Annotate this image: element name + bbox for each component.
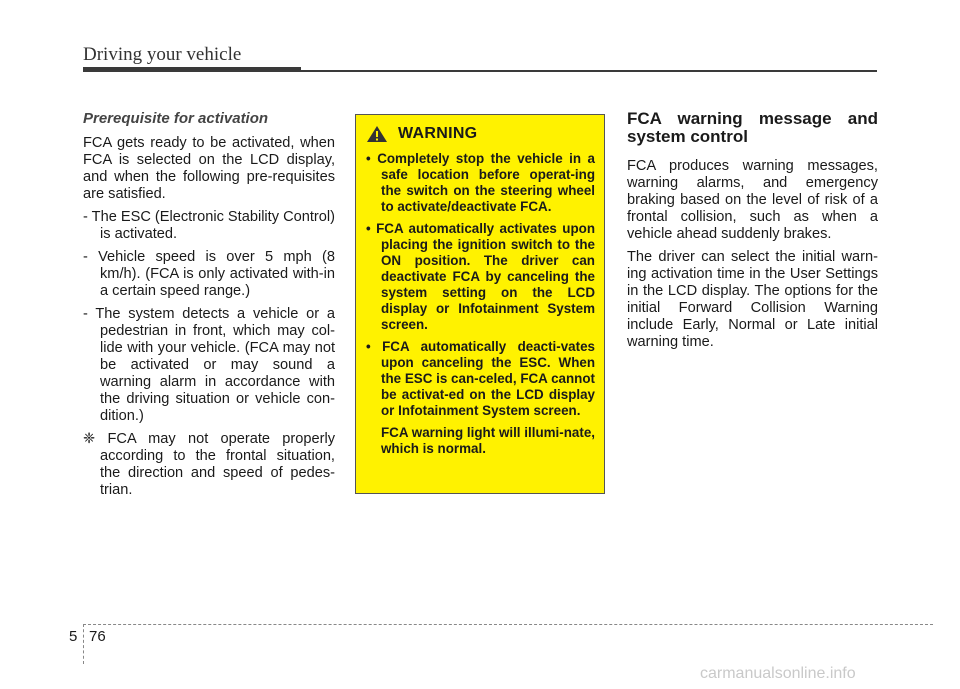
warning-item: • FCA automatically activates upon placing the ignition switch to the ON position. The driver can deactivate FCA by canceling the system setting on the LCD display or Infotainment System screen. [366, 221, 595, 332]
prerequisite-heading: Prerequisite for activation [83, 110, 269, 127]
header-rule-thin [301, 70, 877, 72]
header-rule-thick [83, 67, 301, 72]
right-column [627, 110, 878, 357]
header-title: Driving your vehicle [83, 44, 242, 65]
section-heading: FCA warning message and system control [627, 109, 878, 146]
chapter-number: 5 [69, 628, 78, 645]
warning-header [366, 125, 595, 143]
warning-title: WARNING [398, 125, 478, 142]
prerequisite-item: - The ESC (Electronic Stability Control) is activated. [83, 209, 335, 242]
footer-divider [83, 624, 84, 664]
page-number: 76 [89, 628, 106, 645]
note-paragraph: ❈ FCA may not operate properly according to the frontal situation, the direction and speed of pedes-trian. [83, 431, 335, 498]
left-column [83, 110, 335, 505]
warning-list [366, 151, 595, 419]
prerequisite-item: - The system detects a vehicle or a pedestrian in front, which may col-lide with your vehicle. (FCA may not be activated or may sound a warning alarm in accordance with the driving situation or vehicle con-dition.) [83, 306, 335, 424]
watermark: carmanualsonline.info [700, 665, 856, 682]
warning-item: • FCA automatically deacti-vates upon canceling the ESC. When the ESC is can-celed, FCA cannot be activat-ed on the LCD display or Infotainment System screen. [366, 339, 595, 418]
warning-triangle-icon [366, 125, 388, 143]
warning-extra-note: FCA warning light will illumi-nate, which is normal. [381, 425, 595, 456]
warning-box [355, 114, 605, 494]
footer-rule [83, 624, 933, 625]
body-paragraph: The driver can select the initial warn-ing activation time in the User Settings in the LCD display. The options for the initial Forward Collision Warning include Early, Normal or Late initial warning time. [627, 249, 878, 350]
prerequisite-item: - Vehicle speed is over 5 mph (8 km/h). (FCA is only activated with-in a certain speed range.) [83, 249, 335, 299]
body-paragraph: FCA produces warning messages, warning alarms, and emergency braking based on the level of risk of a frontal collision, such as when a vehicle ahead suddenly brakes. [627, 158, 878, 242]
warning-item: • Completely stop the vehicle in a safe location before operat-ing the switch on the steering wheel to activate/deactivate FCA. [366, 151, 595, 214]
intro-paragraph: FCA gets ready to be activated, when FCA is selected on the LCD display, and when the following pre-requisites are satisfied. [83, 135, 335, 202]
